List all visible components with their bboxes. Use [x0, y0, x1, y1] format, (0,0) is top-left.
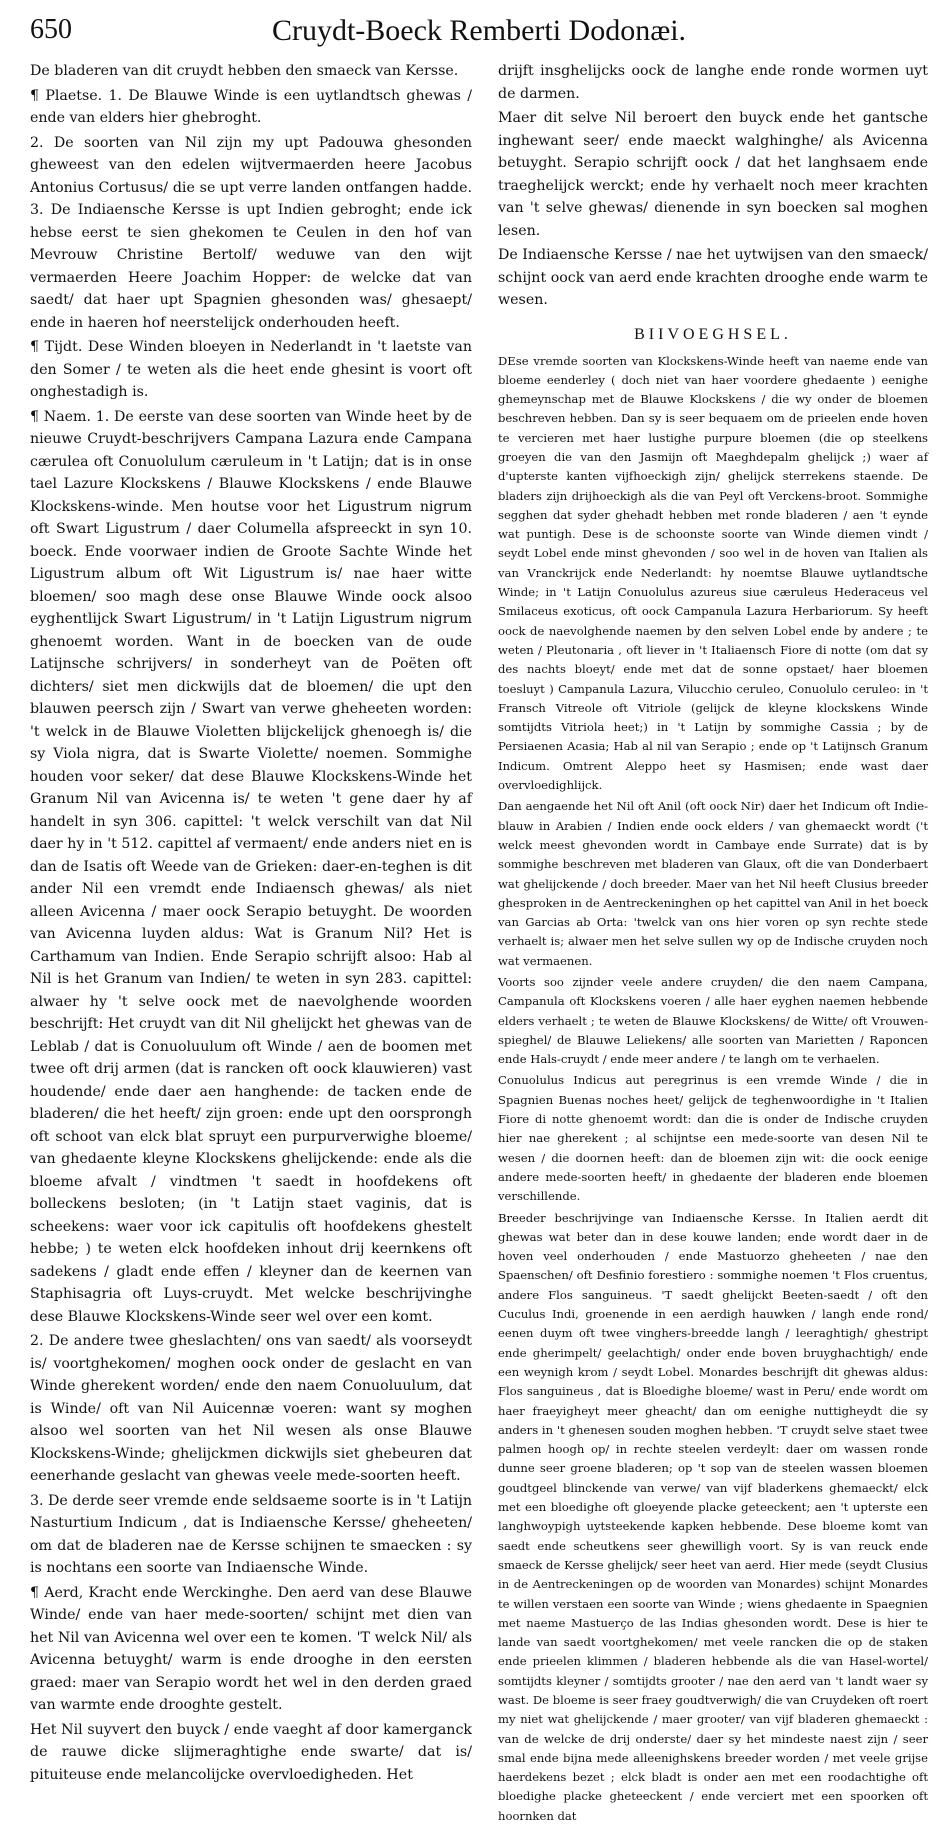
section-heading: BIIVOEGHSEL.	[634, 325, 792, 343]
paragraph: Het Nil suyvert den buyck / ende vaeght af door kamerganck de rauwe dicke slijmeraghtighe ende swarte/ dat is/ pituiteuse ende melancolijcke overvloedigheden. Het	[30, 1721, 472, 1783]
paragraph: Voorts soo zijnder veele andere cruyden/ die den naem Campana, Campanula oft Klockskens voeren / alle haer eyghen naemen hebbende elders verhaelt ; te weten de Blauwe Klockskens/ de Witte/ oft Vrouwen-spieghel/ de Blauwe Leliekens/ alle soorten van Marietten / Raponcen ende Hals-cruydt / ende meer andere / te langh om te verhaelen.	[498, 975, 928, 1067]
text-columns	[30, 60, 928, 1823]
paragraph: drijft insghelijcks oock de langhe ende ronde wormen uyt de darmen.	[498, 63, 928, 102]
paragraph: ¶ Naem. 1. De eerste van dese soorten van Winde heet by de nieuwe Cruydt-beschrijvers Campana Lazura ende Campana cærulea oft Conuolulum cæruleum in 't Latijn; dat is in onse tael Lazure Klockskens / Blauwe Klockskens / ende Blauwe Klockskens-winde. Men houtse voor het Ligustrum nigrum oft Swart Ligustrum / daer Columella afspreeckt in syn 10. boeck. Ende voorwaer indien de Groote Sachte Winde het Ligustrum album oft Wit Ligustrum is/ nae haer witte bloemen/ soo magh dese onse Blauwe Winde oock alsoo eyghentlijck Swart Ligustrum/ in 't Latijn Ligustrum nigrum ghenoemt worden. Want in de boecken van de oude Latijnsche schrijvers/ in sonderheyt van de Poëten oft dichters/ siet men dickwijls dat de bloemen/ die upt den blauwen peersch zijn / Swart van verwe gheheeten worden: 't welck in de Blauwe Violetten blijckelijck ghenoegh is/ die sy Viola nigra, dat is Swarte Violette/ noemen. Sommighe houden voor seker/ dat dese Blauwe Klockskens-Winde het Granum Nil van Avicenna is/ te weten 't gene daer hy af handelt in syn 306. capittel: 't welck verschilt van dat Nil daer hy in 't 512. capittel af vermaent/ ende anders niet en is dan de Isatis oft Weede van de Grieken: daer-en-teghen is dit ander Nil een vremdt ende Indiaensch ghewas/ als niet alleen Avicenna / maer oock Serapio betuyght. De woorden van Avicenna luyden aldus: Wat is Granum Nil? Het is Carthamum van Indien. Ende Serapio schrijft alsoo: Hab al Nil is het Granum van Indien/ te weten in syn 283. capittel: alwaer hy 't selve oock met de naevolghende woorden beschrijft: Het cruydt van dit Nil ghelijckt het ghewas van de Leblab / dat is Conuoluulum oft Winde / aen de boomen met twee oft drij armen (dat is rancken oft oock klauwieren) vast houdende/ ende daer aen hanghende: de tacken ende de bladeren/ die het heeft/ zijn groen: ende upt den oorsprongh oft schoot van elck blat spruyt een purpurverwighe bloeme/ van ghedaente kleyne Klockskens ghelijckende: ende als die bloeme afvalt / vindtmen 't saedt in hoofdekens oft bolleckens besloten; (in 't Latijn staet vaginis, dat is scheekens: waer voor ick capitulis oft hoofdekens ghestelt hebbe; ) te weten elck hoofdeken inhout drij keernkens oft sadekens / gladt ende effen / kleyner dan de keernen van Staphisagria oft Luys-cruydt. Met welcke beschrijvinghe dese Blauwe Klockskens-Winde seer wel over een komt.	[30, 408, 472, 1325]
paragraph: Conuolulus Indicus aut peregrinus is een vremde Winde / die in Spagnien Buenas noches heet/ gelijck de teghenwoordighe in 't Italien Fiore di notte ghenoemt wordt: dan die is onder de Indische cruyden hier nae gherekent ; al schijntse een mede-soorte van desen Nil te wesen / die doornen heeft: dan de bloemen zijn wit: die oock eenige andere mede-soorten heeft/ in ghedaente der bladeren ende bloemen verschillende.	[498, 1073, 928, 1204]
paragraph: Maer dit selve Nil beroert den buyck ende het gantsche inghewant seer/ ende maeckt walghinghe/ als Avicenna betuyght. Serapio schrijft oock / dat het langhsaem ende traeghelijck werckt; ende hy verhaelt noch meer krachten van 't selve ghewas/ dienende in syn boecken sal moghen lesen.	[498, 110, 928, 239]
paragraph: DEse vremde soorten van Klockskens-Winde heeft van naeme ende van bloeme eenderley ( doch niet van haer voordere ghedaente ) eenighe ghemeynschap met de Blauwe Klockskens / die wy onder de bloemen beschreven hebben. Dan sy is seer bequaem om de prieelen ende hoven te vercieren met haer lustighe purpure bloemen (die op steelkens groeyen die van den Jasmijn oft Maeghdepalm ghelijck ;) waer af d'upterste kanten vijfhoeckigh zijn/ ghelijck sterrekens staende. De bladers zijn drijhoeckigh als die van Peyl oft Verckens-broot. Sommighe segghen dat syder ghehadt hebben met ronde bladeren / aen 't eynde wat puntigh. Dese is de schoonste soorte van Winde diemen vindt / seydt Lobel ende minst ghevonden / soo wel in de hoven van Italien als van Vranckrijck ende Nederlandt: hy noemtse Blauwe uytlandtsche Winde; in 't Latijn Conuolulus azureus siue cæruleus Hederaceus vel Smilaceus exoticus, oft oock Campanula Lazura Herbariorum. Sy heeft oock de naevolghende naemen by den selven Lobel ende by andere ; te weten / Pleutonaria , oft liever in 't Italiaensch Fiore di notte (om dat sy des nachts bloeyt/ ende met dat de sonne opstaet/ haer bloemen toesluyt ) Campanula Lazura, Vilucchio ceruleo, Conuolulo ceruleo: in 't Fransch Vitreole oft Vitriole (gelijck de kleyne klockskens Winde somtijdts Vitriola heet;) in 't Latijn by sommighe Cassia ; by de Persiaenen Acasia; Hab al nil van Serapio ; ende op 't Latijnsch Granum Indicum. Omtrent Aleppo heet sy Hasmisen; ende wast daer overvloedighlijck.	[498, 353, 928, 793]
page-number: 650	[30, 14, 72, 45]
paragraph: Breeder beschrijvinge van Indiaensche Kersse. In Italien aerdt dit ghewas wat beter dan in dese kouwe landen; ende wordt daer in de hoven veel onderhouden / ende Mastuorzo gheheeten / nae den Spaenschen/ oft Desfinio forestiero : sommighe noemen 't Flos cruentus, andere Flos sanguineus. 'T saedt ghelijckt Beeten-saedt / oft den Cuculus Indi, groenende in een aerdigh hauwken / langh ende rond/ eenen duym oft twee vinghers-breedde langh / leeraghtigh/ ghestript ende gherimpelt/ geelachtigh/ onder ende boven bruyghachtigh/ ende een weynigh krom / seydt Lobel. Monardes beschrijft dit ghewas aldus: Flos sanguineus , dat is Bloedighe bloeme/ wast in Peru/ ende wordt om haer fraeyigheyt meer gheacht/ dan om eenighe nuttigheydt die sy anders in 't ghenesen souden moghen hebben. 'T cruydt selve staet twee palmen hoogh op/ in rechte steelen verdeylt: daer om wassen ronde dunne seer groene bladeren; op 't sop van de steelen wassen bloemen goudtgeel blinckende van verwe/ van vijf bladerkens ghemaeckt/ elck met een bloedighe oft gloeyende placke geteeckent; aen 't upterste een langhwoypigh uytsteekende kapken hebbende. Dese bloeme komt van saedt ende scheutkens seer ghewilligh voort. Sy is van reuck ende smaeck de Kersse ghelijck/ seer heet van aerd. Hier mede (seydt Clusius in de Aentreckeningen op de woorden van Monardes) schijnt Monardes te willen verstaen een soorte van Winde ; wiens ghedaente in Spaegnien met naeme Mastuerço de las Indias ghesonden wordt. Dese is hier te lande van saedt voortghekomen/ met veele rancken die op de staken ende prieelen klimmen / bladeren hebbende als die van Hasel-wortel/ somtijdts kleyner / somtijdts grooter / nae den aerd van 't landt waer sy wast. De bloeme is seer fraey goudtverwigh/ die van Cruydeken oft roert my niet wat ghelijckende / maer grooter/ van vijf bladeren ghemaeckt : van de welcke de drij onderste/ daer sy het mindeste naest zijn / seer smal ende bijna mede alleenighskens breeder worden / met veele grijse haerdekens bezet ; elck bladt is onder aen met een roodachtighe oft bloedighe placke gheteeckent / ende verciert met een spoorken oft hoornken dat	[498, 1210, 928, 1823]
paragraph: 2. De andere twee gheslachten/ ons van saedt/ als voorseydt is/ voortghekomen/ moghen oock onder de geslacht en van Winde gherekent worden/ ende den naem Conuoluulum, dat is Winde/ oft van Nil Auicennæ voeren: want sy moghen alsoo wel soorten van het Nil wesen als onse Blauwe Klockskens-Winde; ghelijckmen dickwijls siet ghebeuren dat eenerhande geslacht van ghewas veele mede-soorten heeft.	[30, 1333, 472, 1484]
paragraph: 3. De derde seer vremde ende seldsaeme soorte is in 't Latijn Nasturtium Indicum , dat is Indiaensche Kersse/ gheheeten/ om dat de bladeren nae de Kersse schijnen te smaecken : sy is nochtans een soorte van Indiaensche Winde.	[30, 1492, 472, 1576]
paragraph: De Indiaensche Kersse / nae het uytwijsen van den smaeck/ schijnt oock van aerd ende krachten drooghe ende warm te wesen.	[498, 247, 928, 308]
paragraph: ¶ Aerd, Kracht ende Werckinghe. Den aerd van dese Blauwe Winde/ ende van haer mede-soorten/ schijnt met dien van het Nil van Avicenna wel over een te komen. 'T welck Nil/ als Avicenna betuyght/ warm is ende drooghe in den eersten graed: maer van Serapio wordt het wel in den derden graed van warmte ende drooghte gestelt.	[30, 1584, 472, 1713]
paragraph: ¶ Tijdt. Dese Winden bloeyen in Nederlandt in 't laetste van den Somer / te weten als die heet ende ghesint is voort oft onghestadigh is.	[30, 339, 472, 400]
paragraph: De bladeren van dit cruydt hebben den smaeck van Kersse.	[30, 63, 459, 79]
paragraph: ¶ Plaetse. 1. De Blauwe Winde is een uytlandtsch ghewas / ende van elders hier ghebroght.	[30, 87, 472, 126]
right-column	[498, 60, 928, 1823]
paragraph: Dan aengaende het Nil oft Anil (oft oock Nir) daer het Indicum oft Indie-blauw in Arabien / Indien ende oock elders / van ghemaeckt wordt ('t welck meest ghevonden wordt in Cambaye ende Surrate) dat is by sommighe beschreven met bladeren van Glaux, oft die van Donderbaert wat ghelijckende / doch breeder. Maer van het Nil heeft Clusius breeder ghesproken in de Aentreckeninghen op het capittel van Anil in het boeck van Garcias ab Orta: 'twelck van ons hier voren op syn rechte stede verhaelt is; alwaer men het selve sullen wy op de Indische cruyden noch wat vermaenen.	[498, 799, 928, 968]
page-header	[30, 14, 928, 50]
running-title: Cruydt-Boeck Remberti Dodonæi.	[271, 14, 687, 47]
left-column	[30, 60, 472, 1783]
paragraph: 2. De soorten van Nil zijn my upt Padouwa ghesonden gheweest van den edelen wijtvermaerden heere Jacobus Antonius Cortusus/ die se upt verre landen ontfangen hadde. 3. De Indiaensche Kersse is upt Indien gebroght; ende ick hebse eerst te sien ghekomen te Ceulen in den hof van Mevrouw Christine Bertolf/ weduwe van den wijt vermaerden Heere Joachim Hopper: de welcke dat van saedt/ dat haer upt Spagnien ghesonden was/ ghesaept/ ende in haeren hof neerstelijck onderhouden heeft.	[30, 134, 472, 331]
